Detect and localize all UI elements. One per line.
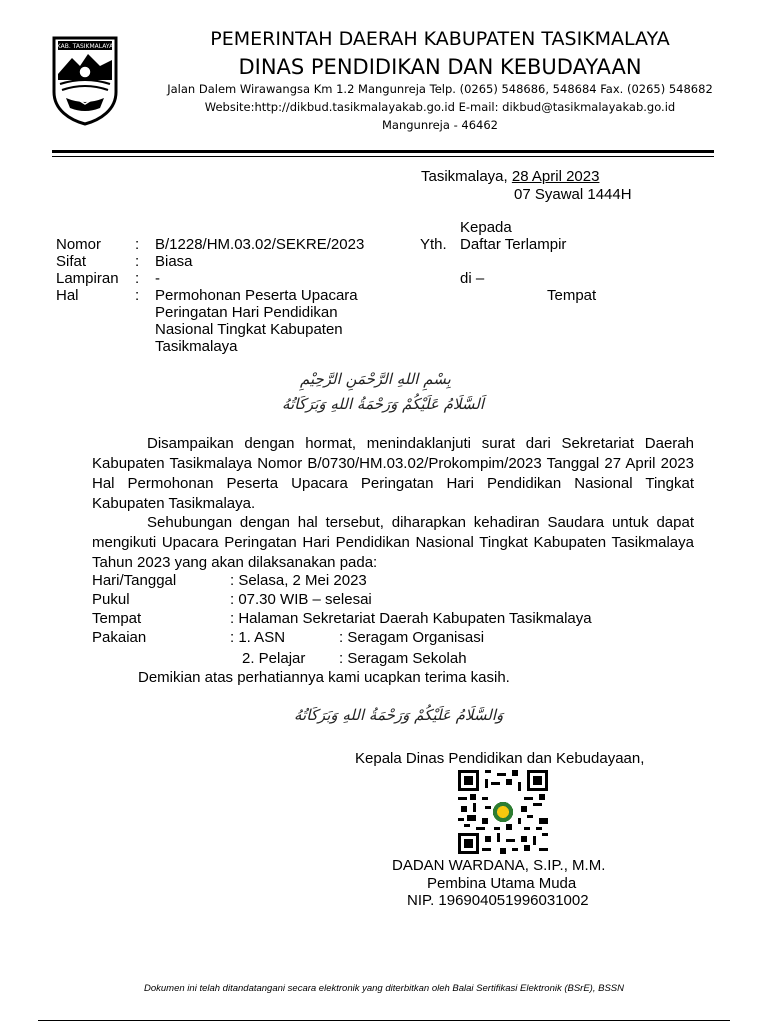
letterhead-website: Website:http://dikbud.tasikmalayakab.go.id E-mail: dikbud@tasikmalayakab.go.id bbox=[204, 100, 676, 114]
body-paragraph-1 bbox=[92, 434, 694, 514]
letterhead-agency: DINAS PENDIDIKAN DAN KEBUDAYAAN bbox=[238, 55, 642, 79]
event-hari: : Selasa, 2 Mei 2023 bbox=[230, 572, 367, 589]
meta-colon: : bbox=[135, 270, 140, 287]
meta-colon: : bbox=[135, 236, 140, 253]
meta-lampiran: - bbox=[155, 270, 160, 287]
salam-closing-calligraphy: وَالسَّلَامُ عَلَيْكُمْ وَرَحْمَةُ اللهِ وَبَرَكَاتُهُ bbox=[294, 706, 504, 724]
signatory-rank: Pembina Utama Muda bbox=[427, 875, 577, 892]
qr-code-signature bbox=[458, 770, 548, 854]
letterhead-rule-thin bbox=[52, 156, 714, 157]
body-paragraph-2-text: Sehubungan dengan hal tersebut, diharapkan kehadiran Saudara untuk dapat mengikuti Upacara Peringatan Hari Pendidikan Nasional Tingkat Kabupaten Tasikmalaya Tahun 2023 yang akan dilaksanakan pada: bbox=[92, 514, 694, 571]
meta-colon: : bbox=[135, 253, 140, 270]
letterhead-rule-thick bbox=[52, 150, 714, 153]
recipient-tempat: Tempat bbox=[547, 287, 597, 304]
meta-hal-line: Peringatan Hari Pendidikan bbox=[155, 304, 338, 321]
event-pukul-label: Pukul bbox=[92, 591, 130, 608]
event-tempat-label: Tempat bbox=[92, 610, 142, 627]
event-pakaian-2-value: : Seragam Sekolah bbox=[339, 650, 467, 667]
meta-sifat: Biasa bbox=[155, 253, 193, 270]
closing-sentence: Demikian atas perhatiannya kami ucapkan terima kasih. bbox=[138, 669, 510, 686]
salam-opening-calligraphy: اَلسَّلَامُ عَلَيْكُمْ وَرَحْمَةُ اللهِ وَبَرَكَاتُهُ bbox=[282, 395, 484, 413]
electronic-signature-note: Dokumen ini telah ditandatangani secara elektronik yang diterbitkan oleh Balai Sertifikasi Elektronik (BSrE), BSSN bbox=[144, 983, 624, 994]
meta-hal-line: Nasional Tingkat Kabupaten bbox=[155, 321, 343, 338]
meta-lampiran-label: Lampiran bbox=[56, 270, 119, 287]
event-pakaian-label: Pakaian bbox=[92, 629, 147, 646]
event-pakaian-2-key: 2. Pelajar bbox=[242, 650, 306, 667]
regency-logo bbox=[50, 34, 120, 126]
event-hari-label: Hari/Tanggal bbox=[92, 572, 177, 589]
meta-hal-line: Permohonan Peserta Upacara bbox=[155, 287, 358, 304]
letterhead-government: PEMERINTAH DAERAH KABUPATEN TASIKMALAYA bbox=[210, 28, 670, 50]
bottom-rule bbox=[38, 1020, 730, 1021]
event-pakaian-1-value: : Seragam Organisasi bbox=[339, 629, 485, 646]
recipient-di: di – bbox=[460, 270, 485, 287]
signature-title: Kepala Dinas Pendidikan dan Kebudayaan, bbox=[355, 750, 645, 767]
body-paragraph-1-text: Disampaikan dengan hormat, menindaklanjuti surat dari Sekretariat Daerah Kabupaten Tasikmalaya Nomor B/0730/HM.03.02/Prokompim/2023 Tanggal 27 April 2023 Hal Permohonan Peserta Upacara Peringatan Hari Pendidikan Nasional Tingkat Kabupaten Tasikmalaya. bbox=[92, 435, 694, 512]
letter-hijri-date: 07 Syawal 1444H bbox=[514, 186, 632, 203]
body-paragraph-2 bbox=[92, 513, 694, 573]
meta-hal-label: Hal bbox=[56, 287, 79, 304]
letterhead-city: Mangunreja - 46462 bbox=[382, 118, 498, 132]
meta-sifat-label: Sifat bbox=[56, 253, 87, 270]
recipient-name: Daftar Terlampir bbox=[460, 236, 567, 253]
basmalah-calligraphy: بِسْمِ اللهِ الرَّحْمَنِ الرَّحِيْمِ bbox=[300, 370, 451, 388]
letter-date: Tasikmalaya, 28 April 2023 bbox=[421, 168, 600, 185]
recipient-yth: Yth. bbox=[420, 236, 447, 253]
signatory-name: DADAN WARDANA, S.IP., M.M. bbox=[392, 857, 606, 874]
meta-nomor-label: Nomor bbox=[56, 236, 102, 253]
logo-text: KAB. TASIKMALAYA bbox=[56, 43, 114, 50]
recipient-kepada: Kepada bbox=[460, 219, 512, 236]
meta-hal-line: Tasikmalaya bbox=[155, 338, 238, 355]
event-pukul: : 07.30 WIB – selesai bbox=[230, 591, 372, 608]
signatory-nip: NIP. 196904051996031002 bbox=[407, 892, 589, 909]
meta-colon: : bbox=[135, 287, 140, 304]
event-pakaian-1-key: : 1. ASN bbox=[230, 629, 286, 646]
meta-nomor: B/1228/HM.03.02/SEKRE/2023 bbox=[155, 236, 365, 253]
letterhead-address: Jalan Dalem Wirawangsa Km 1.2 Mangunreja Telp. (0265) 548686, 548684 Fax. (0265) 548682 bbox=[167, 82, 713, 96]
event-tempat: : Halaman Sekretariat Daerah Kabupaten Tasikmalaya bbox=[230, 610, 592, 627]
